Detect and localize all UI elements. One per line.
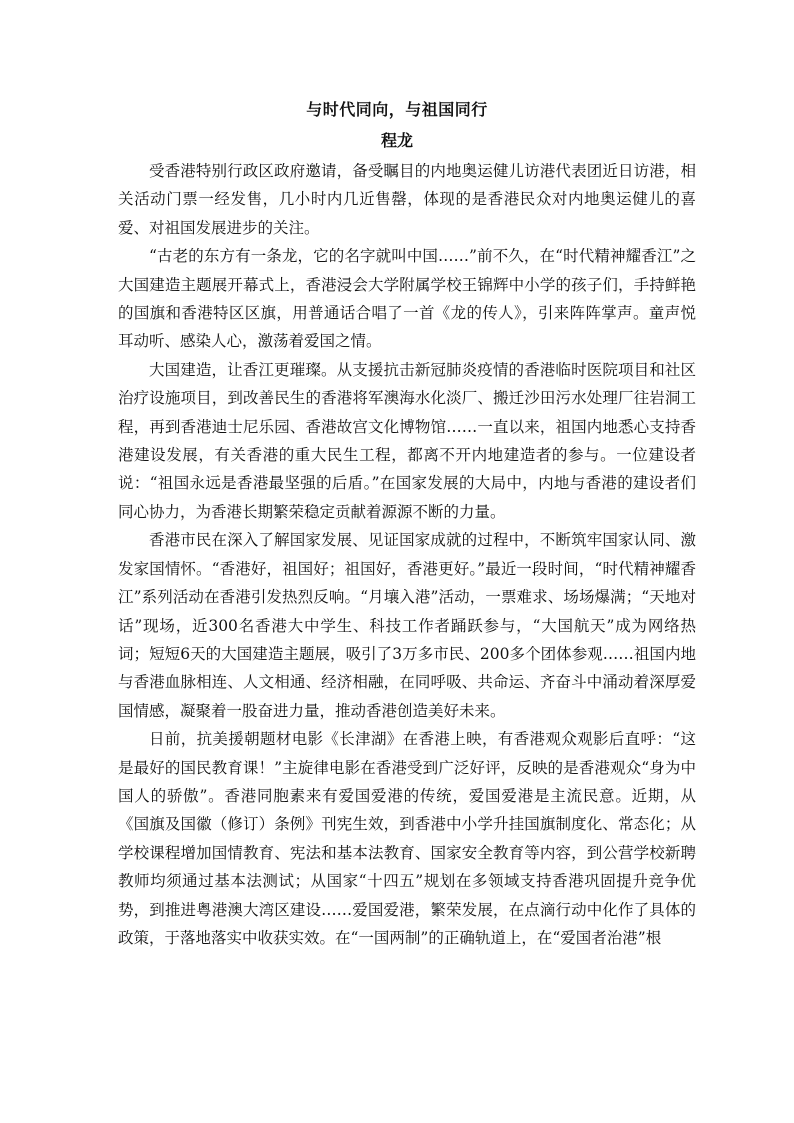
article-title: 与时代同向，与祖国同行 — [306, 100, 488, 119]
paragraph: “古老的东方有一条龙，它的名字就叫中国……”前不久，在“时代精神耀香江”之大国建造主题展开幕式上，香港浸会大学附属学校王锦辉中小学的孩子们，手持鲜艳的国旗和香港特区区旗，用普通话合唱了一首《龙的传人》，引来阵阵掌声。童声悦耳动听、感染人心，激荡着爱国之情。 — [118, 247, 696, 351]
paragraph: 大国建造，让香江更璀璨。从支援抗击新冠肺炎疫情的香港临时医院项目和社区治疗设施项目，到改善民生的香港将军澳海水化淡厂、搬迁沙田污水处理厂往岩洞工程，再到香港迪士尼乐园、香港故宫文化博物馆……一直以来，祖国内地悉心支持香港建设发展，有关香港的重大民生工程，都离不开内地建造者的参与。一位建设者说：“祖国永远是香港最坚强的后盾。”在国家发展的大局中，内地与香港的建设者们同心协力，为香港长期繁荣稳定贡献着源源不断的力量。 — [118, 360, 696, 521]
article-author: 程龙 — [380, 131, 413, 150]
paragraph: 香港市民在深入了解国家发展、见证国家成就的过程中，不断筑牢国家认同、激发家国情怀。“香港好，祖国好；祖国好，香港更好。”最近一段时间，“时代精神耀香江”系列活动在香港引发热烈反响。“月壤入港”活动，一票难求、场场爆满；“天地对话”现场，近300名香港大中学生、科技工作者踊跃参与，“大国航天”成为网络热词；短短6天的大国建造主题展，吸引了3万多市民、200多个团体参观……祖国内地与香港血脉相连、人文相通、经济相融，在同呼吸、共命运、齐奋斗中涌动着深厚爱国情感，凝聚着一股奋进力量，推动香港创造美好未来。 — [118, 531, 696, 720]
paragraph: 日前，抗美援朝题材电影《长津湖》在香港上映，有香港观众观影后直呼：“这是最好的国民教育课！”主旋律电影在香港受到广泛好评，反映的是香港观众“身为中国人的骄傲”。香港同胞素来有爱国爱港的传统，爱国爱港是主流民意。近期，从《国旗及国徽（修订）条例》刊宪生效，到香港中小学升挂国旗制度化、常态化；从学校课程增加国情教育、宪法和基本法教育、国家安全教育等内容，到公营学校新聘教师均须通过基本法测试；从国家“十四五”规划在多领域支持香港巩固提升竞争优势，到推进粤港澳大湾区建设……爱国爱港，繁荣发展，在点滴行动中化作了具体的政策，于落地落实中收获实效。在“一国两制”的正确轨道上，在“爱国者治港”根 — [118, 730, 696, 947]
paragraph: 受香港特别行政区政府邀请，备受瞩目的内地奥运健儿访港代表团近日访港，相关活动门票一经发售，几小时内几近售罄，体现的是香港民众对内地奥运健儿的喜爱、对祖国发展进步的关注。 — [118, 162, 696, 237]
article-body — [118, 157, 696, 952]
